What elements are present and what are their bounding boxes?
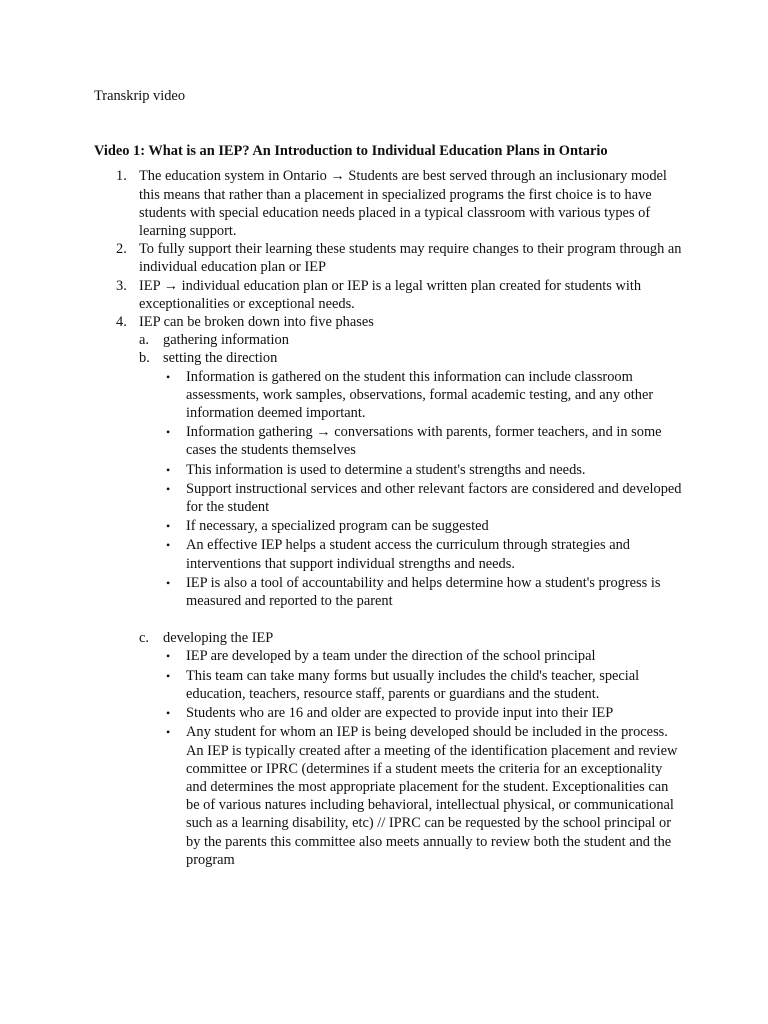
list-item xyxy=(94,313,684,869)
list-item-text: The education system in Ontario → Students are best served through an inclusionary model this means that rather than a placement in specialized programs the first choice is to have students with special education needs placed in a typical classroom with various types of learning support. xyxy=(139,168,667,240)
phase-b-bullet-list xyxy=(163,368,684,611)
bullet-item xyxy=(163,647,684,665)
bullet-item xyxy=(163,667,684,703)
bullet-text: This information is used to determine a student's strengths and needs. xyxy=(186,461,586,478)
list-item-number: 4. xyxy=(116,314,127,331)
phase-text: setting the direction xyxy=(163,350,278,367)
phase-item xyxy=(139,349,684,629)
document-page xyxy=(94,87,684,870)
bullet-text: IEP is also a tool of accountability and helps determine how a student's progress is measured and reported to the parent xyxy=(186,574,661,610)
bullet-icon: • xyxy=(166,481,171,496)
bullet-text: This team can take many forms but usually includes the child's teacher, special education, teachers, resource staff, parents or guardians and the student. xyxy=(186,667,640,702)
list-item xyxy=(94,240,684,276)
bullet-text: Students who are 16 and older are expected to provide input into their IEP xyxy=(186,705,614,722)
phase-text: developing the IEP xyxy=(163,630,274,647)
bullet-icon: • xyxy=(166,725,171,740)
list-item-text: To fully support their learning these students may require changes to their program through an individual education plan or IEP xyxy=(139,241,682,276)
bullet-text: Support instructional services and other relevant factors are considered and developed for the student xyxy=(186,480,682,516)
bullet-icon: • xyxy=(166,706,171,721)
bullet-text: IEP are developed by a team under the direction of the school principal xyxy=(186,648,596,665)
bullet-item xyxy=(163,368,684,423)
bullet-item xyxy=(163,536,684,572)
bullet-item xyxy=(163,461,684,479)
bullet-icon: • xyxy=(166,649,171,664)
bullet-item xyxy=(163,517,684,535)
phase-letter: a. xyxy=(139,332,149,349)
list-item-text: IEP → individual education plan or IEP is a legal written plan created for students with exceptionalities or exceptional needs. xyxy=(139,277,642,312)
list-item-number: 2. xyxy=(116,241,127,258)
list-item xyxy=(94,167,684,240)
bullet-icon: • xyxy=(166,462,171,477)
bullet-icon: • xyxy=(166,575,171,590)
document-heading: Transkrip video xyxy=(94,88,186,104)
bullet-icon: • xyxy=(166,668,171,683)
bullet-text: Information gathering → conversations with parents, former teachers, and in some cases the students themselves xyxy=(186,424,662,459)
phase-list xyxy=(139,331,684,869)
bullet-item xyxy=(163,480,684,516)
video-title: Video 1: What is an IEP? An Introduction to Individual Education Plans in Ontario xyxy=(94,143,608,160)
phase-letter: c. xyxy=(139,630,149,647)
list-item xyxy=(94,277,684,313)
list-item-number: 3. xyxy=(116,277,127,294)
phase-item xyxy=(139,331,684,349)
bullet-item xyxy=(163,723,684,869)
phase-item xyxy=(139,629,684,869)
bullet-icon: • xyxy=(166,369,171,384)
bullet-text: Any student for whom an IEP is being developed should be included in the process. An IEP is typically created after a meeting of the identification placement and review committee or IPRC (determines if a student meets the criteria for an exceptionality and determines the most appropriate placement for the student. Exceptionalities can be of various natures including behavioral, intellectual physical, or communicational such as a learning disability, etc) // IPRC can be requested by the school principal or by the parents this committee also meets annually to review both the student and the program xyxy=(186,724,678,868)
bullet-icon: • xyxy=(166,425,171,440)
list-item-number: 1. xyxy=(116,168,127,185)
bullet-item xyxy=(163,423,684,459)
phase-text: gathering information xyxy=(163,332,289,349)
bullet-text: An effective IEP helps a student access the curriculum through strategies and interventions that support individual strengths and needs. xyxy=(186,537,630,572)
bullet-icon: • xyxy=(166,538,171,553)
bullet-text: Information is gathered on the student this information can include classroom assessments, work samples, observations, formal academic testing, and any other information deemed important. xyxy=(186,368,654,422)
bullet-text: If necessary, a specialized program can be suggested xyxy=(186,518,489,535)
bullet-item xyxy=(163,704,684,722)
bullet-item xyxy=(163,574,684,610)
spacer xyxy=(163,611,684,629)
phase-c-bullet-list xyxy=(163,647,684,868)
phase-letter: b. xyxy=(139,350,150,367)
main-list xyxy=(94,167,684,869)
bullet-icon: • xyxy=(166,519,171,534)
list-item-text: IEP can be broken down into five phases xyxy=(139,314,374,331)
